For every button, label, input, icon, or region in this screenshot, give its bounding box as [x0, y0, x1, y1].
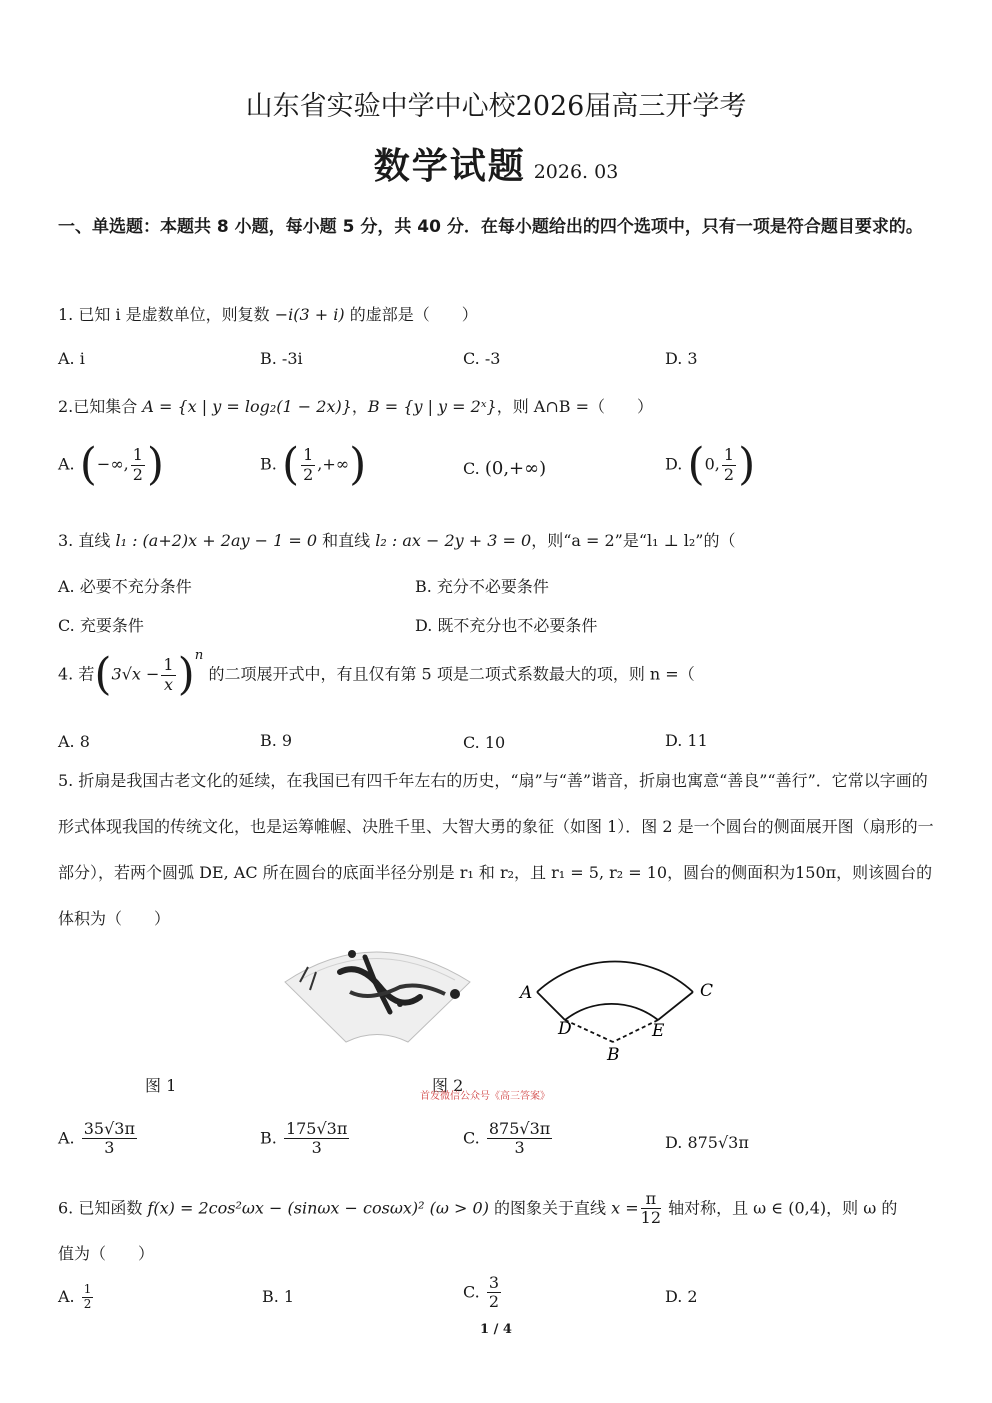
q2-option-d[interactable]	[665, 439, 756, 490]
q2-prefix: 2.已知集合	[58, 397, 143, 416]
q5-b-num: 175√3π	[285, 1119, 348, 1138]
exam-subject-line	[0, 138, 992, 189]
q6-a-num: 1	[83, 1282, 92, 1296]
q3-suffix: ，则“a = 2”是“l₁ ⊥ l₂”的（	[531, 531, 736, 550]
q5-c-label: C.	[463, 1128, 480, 1148]
q6-option-a[interactable]	[58, 1283, 95, 1312]
folding-fan-image	[280, 942, 475, 1048]
watermark: 首发微信公众号《高三答案》	[420, 1091, 550, 1102]
q2-b-num: 1	[303, 445, 314, 465]
frustum-development-diagram	[510, 940, 725, 1065]
q2-a-lparen: (	[79, 439, 97, 490]
q3-option-b[interactable]: B. 充分不必要条件	[415, 577, 549, 596]
q3-line-1: l₁ : (a+2)x + 2ay − 1 = 0	[115, 531, 318, 550]
q5-option-b[interactable]	[260, 1120, 351, 1158]
q2-d-label: D.	[665, 454, 683, 474]
q6-frac	[641, 1190, 661, 1228]
q6-prefix: 6. 已知函数	[58, 1198, 148, 1218]
q1-prefix: 1. 已知 i 是虚数单位，则复数	[58, 305, 275, 324]
q1-option-a[interactable]: A. i	[58, 349, 85, 368]
q2-a-num: 1	[132, 445, 143, 465]
q3-option-d[interactable]: D. 既不充分也不必要条件	[415, 616, 598, 635]
q5-a-den: 3	[104, 1138, 115, 1158]
point-e-label: E	[652, 1021, 665, 1041]
point-b-label: B	[607, 1045, 620, 1065]
q2-d-frac	[722, 446, 736, 484]
q4-option-d[interactable]: D. 11	[665, 731, 708, 750]
question-6-stem	[58, 1190, 897, 1228]
q6-line-lhs: x =	[611, 1198, 639, 1218]
q6-a-frac	[82, 1283, 94, 1312]
q5-c-frac	[487, 1120, 552, 1158]
q6-c-frac	[487, 1274, 501, 1312]
q6-a-den: 2	[83, 1296, 92, 1311]
q3-option-c[interactable]: C. 充要条件	[58, 616, 144, 635]
q4-power: n	[194, 648, 204, 664]
point-d-label: D	[558, 1019, 572, 1039]
q4-option-a[interactable]: A. 8	[58, 732, 90, 751]
q4-suffix: 的二项展开式中，有且仅有第 5 项是二项式系数最大的项，则 n =（	[203, 664, 695, 684]
q2-d-den: 2	[723, 464, 735, 484]
figure-1-caption: 图 1	[145, 1076, 177, 1095]
q2-mid: ，	[351, 397, 368, 416]
q6-option-c[interactable]	[463, 1274, 503, 1312]
q3-mid: 和直线	[317, 531, 376, 550]
q2-c-label: C.	[463, 459, 480, 478]
section-heading: 一、单选题：本题共 8 小题，每小题 5 分，共 40 分．在每小题给出的四个选项中，只有一项是符合题目要求的。	[58, 217, 923, 237]
subject-title: 数学试题	[373, 146, 526, 187]
question-4-stem	[58, 648, 695, 700]
q1-option-b[interactable]: B. -3i	[260, 349, 303, 368]
page-number: 1 / 4	[480, 1322, 512, 1337]
q6-function: f(x) = 2cos²ωx − (sinωx − cosωx)² (ω > 0)	[147, 1198, 489, 1218]
q2-a-label: A.	[58, 454, 75, 474]
q3-prefix: 3. 直线	[58, 531, 116, 550]
q3-option-a[interactable]: A. 必要不充分条件	[58, 577, 192, 596]
q4-option-b[interactable]: B. 9	[260, 731, 293, 750]
question-1-stem	[58, 302, 478, 325]
q6-mid: 的图象关于直线	[488, 1198, 612, 1218]
q5-d-label: D.	[665, 1133, 683, 1152]
q5-c-num: 875√3π	[488, 1119, 551, 1138]
point-c-label: C	[700, 981, 714, 1001]
q4-frac-num: 1	[163, 655, 174, 675]
q3-line-2: l₂ : ax − 2y + 3 = 0	[375, 531, 532, 550]
q6-c-label: C.	[463, 1282, 480, 1302]
q2-d-num: 1	[723, 445, 735, 465]
question-6-stem-line-2: 值为（ ）	[58, 1244, 155, 1263]
q1-expression: −i(3 + i)	[274, 305, 345, 324]
exam-date: 2026. 03	[533, 161, 619, 183]
q5-option-a[interactable]	[58, 1120, 139, 1158]
q5-a-label: A.	[58, 1128, 75, 1148]
q4-option-c[interactable]: C. 10	[463, 733, 506, 752]
q2-b-label: B.	[260, 454, 277, 474]
q2-d-lparen: (	[687, 439, 705, 490]
q5-a-num: 35√3π	[83, 1119, 135, 1138]
q5-b-label: B.	[260, 1128, 277, 1148]
q6-option-d[interactable]: D. 2	[665, 1287, 698, 1306]
q2-option-c[interactable]	[463, 458, 546, 479]
q2-a-rparen: )	[146, 439, 165, 490]
question-5-stem: 5. 折扇是我国古老文化的延续，在我国已有四千年左右的历史，“扇”与“善”谐音，折扇也寓意“善良”“善行”．它常以字画的形式体现我国的传统文化，也是运筹帷幄、决胜千里、大智大勇的象征（如图 1）．图 2 是一个圆台的侧面展开图（扇形的一部分），若两个圆弧 DE, AC 所在圆台的底面半径分别是 r₁ 和 r₂，且 r₁ = 5, r₂ = 10，圆台的侧面积为150π，则该圆台的体积为（ ）	[58, 771, 934, 928]
q2-a-left: −∞,	[96, 454, 129, 474]
q6-a-label: A.	[58, 1286, 75, 1306]
q4-expr-left: 3√x −	[111, 664, 160, 684]
exam-school-title: 山东省实验中学中心校2026届高三开学考	[245, 91, 747, 122]
q6-c-num: 3	[488, 1273, 500, 1292]
q2-set-a: A = {x | y = log₂(1 − 2x)}	[142, 397, 352, 416]
q2-b-right: ,+∞	[317, 454, 350, 474]
q2-suffix: ，则 A∩B =（ ）	[496, 397, 654, 416]
q1-suffix: 的虚部是（ ）	[344, 305, 478, 324]
q1-option-d[interactable]: D. 3	[665, 349, 698, 368]
q2-option-b[interactable]	[260, 439, 367, 490]
q2-b-den: 2	[303, 464, 314, 484]
q5-b-frac	[284, 1120, 349, 1158]
q2-a-den: 2	[132, 464, 143, 484]
q5-a-frac	[82, 1120, 137, 1158]
q2-b-rparen: )	[349, 439, 367, 490]
q2-a-frac	[131, 446, 145, 484]
q6-suffix: 轴对称，且 ω ∈ (0,4)，则 ω 的	[663, 1198, 898, 1218]
q4-rparen: )	[177, 649, 195, 700]
q4-frac-den: x	[164, 674, 174, 694]
q6-option-b[interactable]: B. 1	[262, 1287, 295, 1306]
q5-b-den: 3	[311, 1138, 322, 1158]
q6-frac-num: π	[641, 1190, 661, 1209]
q4-lparen: (	[94, 649, 112, 700]
q2-c-value: (0,+∞)	[484, 458, 547, 479]
q2-option-a[interactable]	[58, 439, 165, 490]
q4-prefix: 4. 若	[58, 664, 95, 684]
q6-c-den: 2	[488, 1292, 500, 1312]
q1-option-c[interactable]: C. -3	[463, 349, 501, 368]
q5-d-value: 875√3π	[687, 1133, 749, 1152]
q5-c-den: 3	[514, 1138, 525, 1158]
q2-set-b: B = {y | y = 2ˣ}	[367, 397, 497, 416]
q4-frac	[161, 656, 175, 694]
figure-2-caption: 图 2	[432, 1076, 464, 1095]
question-3-stem	[58, 528, 736, 551]
q2-d-left: 0,	[704, 454, 720, 474]
q6-frac-den: 12	[640, 1208, 661, 1228]
q5-option-d[interactable]	[665, 1133, 749, 1152]
q2-b-lparen: (	[281, 439, 300, 490]
point-a-label: A	[520, 983, 533, 1003]
q2-b-frac	[301, 446, 315, 484]
question-2-stem	[58, 394, 653, 417]
q5-option-c[interactable]	[463, 1120, 554, 1158]
q2-d-rparen: )	[738, 439, 756, 490]
